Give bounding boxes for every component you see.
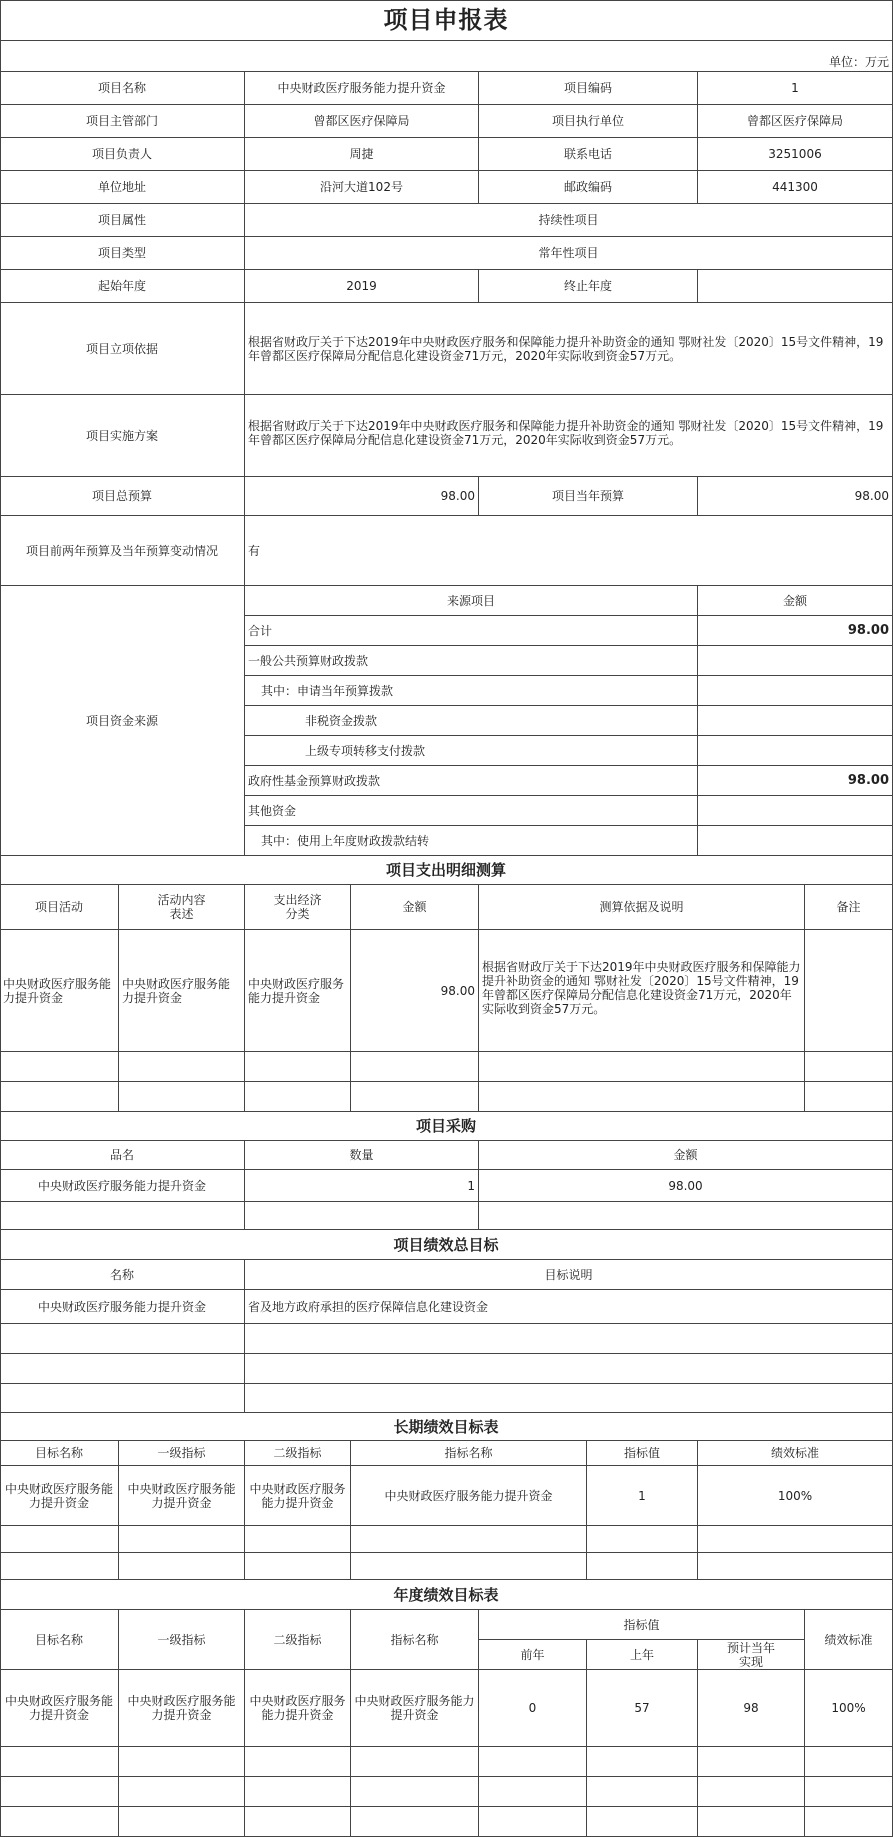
expense-header: 金额 [351, 885, 479, 930]
total-budget-value: 98.00 [245, 477, 479, 516]
purchase-section-title: 项目采购 [0, 1112, 893, 1141]
attribute-value: 持续性项目 [245, 204, 893, 237]
empty-cell [351, 1526, 587, 1553]
empty-cell [805, 1807, 893, 1837]
annual-header: 绩效标准 [805, 1610, 893, 1670]
empty-cell [479, 1777, 587, 1807]
annual-level1: 中央财政医疗服务能力提升资金 [119, 1670, 245, 1747]
empty-cell [351, 1747, 479, 1777]
annual-target: 中央财政医疗服务能力提升资金 [0, 1670, 119, 1747]
empty-cell [0, 1082, 119, 1112]
type-value: 常年性项目 [245, 237, 893, 270]
empty-cell [479, 1747, 587, 1777]
attribute-label: 项目属性 [0, 204, 245, 237]
funding-row-name: 一般公共预算财政拨款 [245, 646, 698, 676]
expense-header: 测算依据及说明 [479, 885, 805, 930]
funding-col-amount: 金额 [698, 586, 893, 616]
empty-cell [0, 1777, 119, 1807]
expense-activity: 中央财政医疗服务能力提升资金 [0, 930, 119, 1052]
budget-change-value: 有 [245, 516, 893, 586]
expense-note [805, 930, 893, 1052]
empty-cell [698, 1553, 893, 1580]
project-code-value: 1 [698, 72, 893, 105]
annual-subheader: 上年 [587, 1640, 698, 1670]
empty-cell [698, 1807, 805, 1837]
purchase-header: 数量 [245, 1141, 479, 1170]
empty-cell [0, 1807, 119, 1837]
address-label: 单位地址 [0, 171, 245, 204]
empty-cell [698, 1526, 893, 1553]
empty-cell [351, 1082, 479, 1112]
phone-value: 3251006 [698, 138, 893, 171]
dept-label: 项目主管部门 [0, 105, 245, 138]
longterm-header: 绩效标准 [698, 1441, 893, 1466]
funding-row-name: 合计 [245, 616, 698, 646]
annual-header: 指标名称 [351, 1610, 479, 1670]
empty-cell [698, 1747, 805, 1777]
empty-cell [245, 1052, 351, 1082]
annual-indicator: 中央财政医疗服务能力提升资金 [351, 1670, 479, 1747]
empty-cell [0, 1052, 119, 1082]
basis-label: 项目立项依据 [0, 303, 245, 395]
type-label: 项目类型 [0, 237, 245, 270]
longterm-level1: 中央财政医疗服务能力提升资金 [119, 1466, 245, 1526]
annual-current: 98 [698, 1670, 805, 1747]
funding-row-amount [698, 676, 893, 706]
funding-row-name: 上级专项转移支付拨款 [245, 736, 698, 766]
empty-cell [0, 1202, 245, 1230]
zip-value: 441300 [698, 171, 893, 204]
empty-cell [119, 1747, 245, 1777]
annual-prev2: 0 [479, 1670, 587, 1747]
project-name-label: 项目名称 [0, 72, 245, 105]
budget-change-label: 项目前两年预算及当年预算变动情况 [0, 516, 245, 586]
expense-content: 中央财政医疗服务能力提升资金 [119, 930, 245, 1052]
longterm-header: 二级指标 [245, 1441, 351, 1466]
expense-category: 中央财政医疗服务能力提升资金 [245, 930, 351, 1052]
empty-cell [0, 1384, 245, 1413]
empty-cell [805, 1082, 893, 1112]
empty-cell [119, 1082, 245, 1112]
year-budget-value: 98.00 [698, 477, 893, 516]
empty-cell [805, 1747, 893, 1777]
empty-cell [0, 1553, 119, 1580]
longterm-header: 指标名称 [351, 1441, 587, 1466]
empty-cell [119, 1777, 245, 1807]
longterm-value: 1 [587, 1466, 698, 1526]
empty-cell [479, 1202, 893, 1230]
goal-section-title: 项目绩效总目标 [0, 1230, 893, 1260]
empty-cell [587, 1807, 698, 1837]
empty-cell [0, 1354, 245, 1384]
start-year-value: 2019 [245, 270, 479, 303]
empty-cell [805, 1052, 893, 1082]
annual-section-title: 年度绩效目标表 [0, 1580, 893, 1610]
annual-header: 目标名称 [0, 1610, 119, 1670]
empty-cell [698, 1777, 805, 1807]
funding-source-label: 项目资金来源 [0, 586, 245, 856]
end-year-label: 终止年度 [479, 270, 698, 303]
goal-desc: 省及地方政府承担的医疗保障信息化建设资金 [245, 1290, 893, 1324]
funding-row-amount [698, 736, 893, 766]
end-year-value [698, 270, 893, 303]
plan-text: 根据省财政厅关于下达2019年中央财政医疗服务和保障能力提升补助资金的通知 鄂财社发〔2020〕15号文件精神，19年曾都区医疗保障局分配信息化建设资金71万元，2020年实际收到资金57万元。 [245, 395, 893, 477]
funding-row-amount [698, 826, 893, 856]
owner-label: 项目负责人 [0, 138, 245, 171]
empty-cell [245, 1384, 893, 1413]
funding-row-amount [698, 796, 893, 826]
empty-cell [587, 1747, 698, 1777]
empty-cell [805, 1777, 893, 1807]
project-name-value: 中央财政医疗服务能力提升资金 [245, 72, 479, 105]
purchase-item-qty: 1 [245, 1170, 479, 1202]
funding-row-amount [698, 646, 893, 676]
dept-value: 曾都区医疗保障局 [245, 105, 479, 138]
funding-col-source: 来源项目 [245, 586, 698, 616]
annual-subheader: 预计当年 实现 [698, 1640, 805, 1670]
empty-cell [587, 1526, 698, 1553]
funding-row-amount: 98.00 [698, 616, 893, 646]
expense-basis: 根据省财政厅关于下达2019年中央财政医疗服务和保障能力提升补助资金的通知 鄂财社发〔2020〕15号文件精神，19年曾都区医疗保障局分配信息化建设资金71万元，2020年实际收到资金57万元。 [479, 930, 805, 1052]
goal-name: 中央财政医疗服务能力提升资金 [0, 1290, 245, 1324]
expense-header: 备注 [805, 885, 893, 930]
funding-row-amount: 98.00 [698, 766, 893, 796]
funding-row-name: 其他资金 [245, 796, 698, 826]
owner-value: 周捷 [245, 138, 479, 171]
exec-unit-value: 曾都区医疗保障局 [698, 105, 893, 138]
empty-cell [245, 1807, 351, 1837]
goal-header: 名称 [0, 1260, 245, 1290]
expense-section-title: 项目支出明细测算 [0, 856, 893, 885]
empty-cell [0, 1526, 119, 1553]
annual-header: 二级指标 [245, 1610, 351, 1670]
page-title: 项目申报表 [0, 0, 893, 41]
expense-header: 支出经济 分类 [245, 885, 351, 930]
empty-cell [587, 1777, 698, 1807]
total-budget-label: 项目总预算 [0, 477, 245, 516]
expense-amount: 98.00 [351, 930, 479, 1052]
goal-header: 目标说明 [245, 1260, 893, 1290]
basis-text: 根据省财政厅关于下达2019年中央财政医疗服务和保障能力提升补助资金的通知 鄂财社发〔2020〕15号文件精神，19年曾都区医疗保障局分配信息化建设资金71万元，2020年实际收到资金57万元。 [245, 303, 893, 395]
funding-row-name: 其中：申请当年预算拨款 [245, 676, 698, 706]
empty-cell [245, 1553, 351, 1580]
empty-cell [119, 1807, 245, 1837]
funding-row-name: 非税资金拨款 [245, 706, 698, 736]
empty-cell [245, 1526, 351, 1553]
empty-cell [245, 1354, 893, 1384]
longterm-header: 目标名称 [0, 1441, 119, 1466]
zip-label: 邮政编码 [479, 171, 698, 204]
purchase-header: 金额 [479, 1141, 893, 1170]
purchase-item-amount: 98.00 [479, 1170, 893, 1202]
empty-cell [119, 1553, 245, 1580]
longterm-section-title: 长期绩效目标表 [0, 1413, 893, 1441]
unit-label: 单位：万元 [0, 41, 893, 72]
longterm-level2: 中央财政医疗服务能力提升资金 [245, 1466, 351, 1526]
address-value: 沿河大道102号 [245, 171, 479, 204]
empty-cell [245, 1777, 351, 1807]
funding-row-name: 政府性基金预算财政拨款 [245, 766, 698, 796]
annual-subheader: 前年 [479, 1640, 587, 1670]
empty-cell [0, 1747, 119, 1777]
empty-cell [119, 1526, 245, 1553]
annual-prev1: 57 [587, 1670, 698, 1747]
empty-cell [245, 1324, 893, 1354]
empty-cell [479, 1082, 805, 1112]
annual-header: 指标值 [479, 1610, 805, 1640]
empty-cell [351, 1807, 479, 1837]
empty-cell [351, 1777, 479, 1807]
phone-label: 联系电话 [479, 138, 698, 171]
funding-row-name: 其中：使用上年度财政拨款结转 [245, 826, 698, 856]
longterm-standard: 100% [698, 1466, 893, 1526]
annual-level2: 中央财政医疗服务能力提升资金 [245, 1670, 351, 1747]
longterm-target: 中央财政医疗服务能力提升资金 [0, 1466, 119, 1526]
year-budget-label: 项目当年预算 [479, 477, 698, 516]
purchase-header: 品名 [0, 1141, 245, 1170]
funding-row-amount [698, 706, 893, 736]
empty-cell [587, 1553, 698, 1580]
project-code-label: 项目编码 [479, 72, 698, 105]
empty-cell [245, 1747, 351, 1777]
longterm-header: 指标值 [587, 1441, 698, 1466]
longterm-indicator: 中央财政医疗服务能力提升资金 [351, 1466, 587, 1526]
empty-cell [0, 1324, 245, 1354]
empty-cell [479, 1052, 805, 1082]
exec-unit-label: 项目执行单位 [479, 105, 698, 138]
start-year-label: 起始年度 [0, 270, 245, 303]
empty-cell [245, 1082, 351, 1112]
empty-cell [351, 1553, 587, 1580]
empty-cell [479, 1807, 587, 1837]
expense-header: 项目活动 [0, 885, 119, 930]
annual-header: 一级指标 [119, 1610, 245, 1670]
plan-label: 项目实施方案 [0, 395, 245, 477]
expense-header: 活动内容 表述 [119, 885, 245, 930]
longterm-header: 一级指标 [119, 1441, 245, 1466]
empty-cell [351, 1052, 479, 1082]
empty-cell [119, 1052, 245, 1082]
purchase-item-name: 中央财政医疗服务能力提升资金 [0, 1170, 245, 1202]
annual-standard: 100% [805, 1670, 893, 1747]
empty-cell [245, 1202, 479, 1230]
